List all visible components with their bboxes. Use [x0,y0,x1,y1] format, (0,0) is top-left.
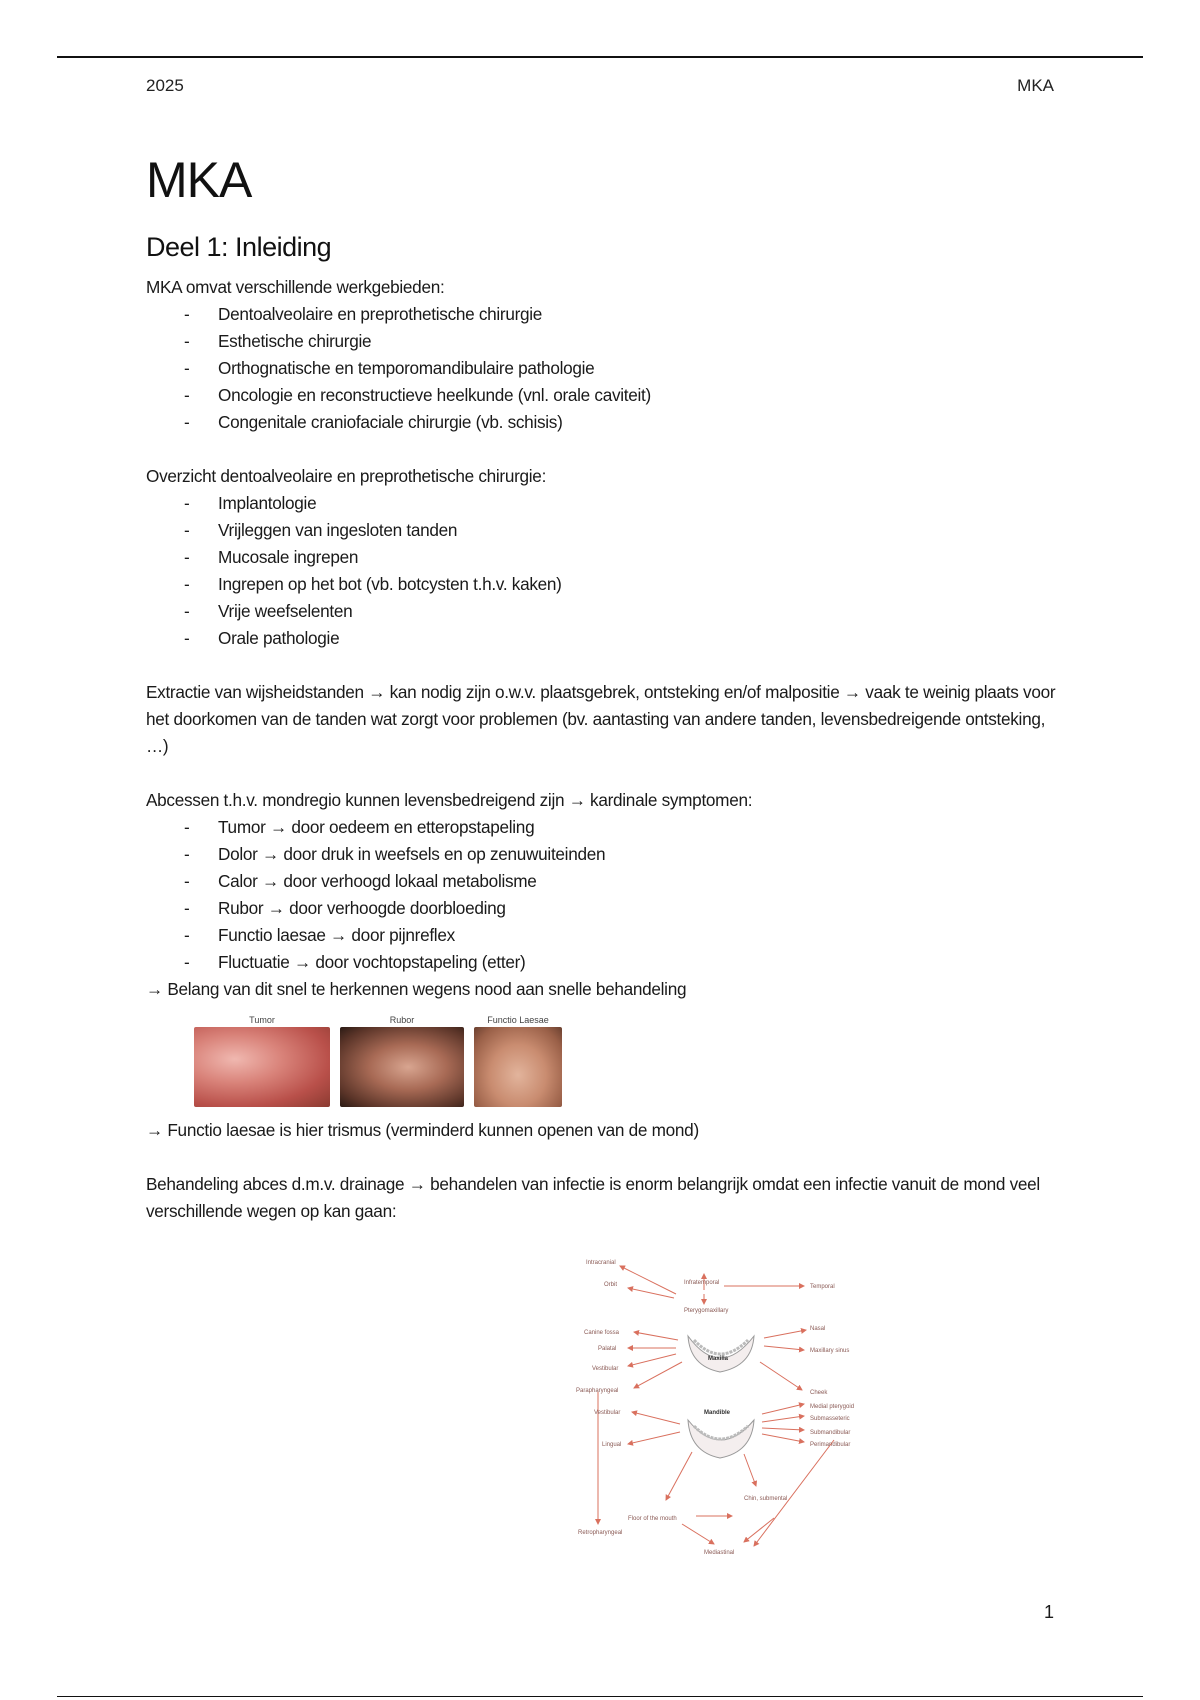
paragraph-trismus: → Functio laesae is hier trismus (verminderd kunnen openen van de mond) [146,1120,699,1140]
list-item: - Implantologie [146,490,1056,517]
diagram-label: Canine fossa [584,1330,620,1336]
rubor-image [340,1027,464,1107]
diagram-label: Parapharyngeal [576,1388,619,1394]
photo-caption: Functio Laesae [487,1015,549,1025]
list-item: - Tumor → door oedeem en etteropstapeling [146,814,1056,841]
photo-functio [474,1013,562,1107]
infection-spread-diagram [576,1254,914,1556]
diagram-label: Mediastinal [704,1550,735,1556]
list-item: - Calor → door verhoogd lokaal metabolisme [146,868,1056,895]
list-item: - Dentoalveolaire en preprothetische chirurgie [146,301,1056,328]
list-item: - Esthetische chirurgie [146,328,1056,355]
list-item: - Mucosale ingrepen [146,544,1056,571]
diagram-label: Vestibular [594,1410,621,1416]
diagram-label: Cheek [810,1390,828,1396]
paragraph-behandeling: Behandeling abces d.m.v. drainage → behandelen van infectie is enorm belangrijk omdat een infectie vanuit de mond veel verschillende wegen op kan gaan: [146,1174,1040,1221]
diagram-label: Submasseteric [810,1416,850,1422]
functio-laesae-image [474,1027,562,1107]
note-belang: → Belang van dit snel te herkennen wegens nood aan snelle behandeling [146,979,687,999]
list-item: - Oncologie en reconstructieve heelkunde (vnl. orale caviteit) [146,382,1056,409]
page-title: MKA [146,152,252,208]
photo-tumor [194,1013,330,1107]
diagram-label: Maxillary sinus [810,1348,850,1354]
diagram-label: Temporal [810,1284,835,1290]
diagram-label: Lingual [602,1442,622,1448]
diagram-label: Medial pterygoid [810,1404,855,1410]
diagram-label: Infratemporal [684,1280,720,1286]
diagram-label: Maxilla [708,1356,729,1362]
symptomen-list [146,814,1056,976]
list-item: - Dolor → door druk in weefsels en op zenuwuiteinden [146,841,1056,868]
overzicht-list [146,490,1056,652]
page-number: 1 [1043,1602,1054,1622]
list-item: - Fluctuatie → door vochtopstapeling (etter) [146,949,1056,976]
list-item: - Vrije weefselenten [146,598,1056,625]
diagram-label: Pterygomaxillary [684,1308,729,1314]
diagram-label: Chin, submental [744,1496,788,1502]
list-item: - Orthognatische en temporomandibulaire pathologie [146,355,1056,382]
tumor-image [194,1027,330,1107]
list-item: - Congenitale craniofaciale chirurgie (vb. schisis) [146,409,1056,436]
footer-rule [57,1696,1143,1697]
diagram-label: Intracranial [586,1260,616,1266]
diagram-label: Palatal [598,1346,617,1352]
paragraph-extractie: Extractie van wijsheidstanden → kan nodig zijn o.w.v. plaatsgebrek, ontsteking en/of malpositie → vaak te weinig plaats voor het doorkomen van de tanden wat zorgt voor problemen (bv. aantasting van andere tanden, levensbedreigende ontsteking, …) [146,682,1056,756]
diagram-label: Mandible [704,1410,731,1416]
diagram-label: Vestibular [592,1366,619,1372]
list-item: - Rubor → door verhoogde doorbloeding [146,895,1056,922]
diagram-label: Perimandibular [810,1442,851,1448]
section-heading: Deel 1: Inleiding [146,232,332,262]
intro-overzicht: Overzicht dentoalveolaire en preprothetische chirurgie: [146,466,547,486]
intro-abcessen: Abcessen t.h.v. mondregio kunnen levensbedreigend zijn → kardinale symptomen: [146,790,753,810]
header-year: 2025 [146,76,184,95]
list-item: - Vrijleggen van ingesloten tanden [146,517,1056,544]
header-title: MKA [1017,76,1054,95]
diagram-label: Floor of the mouth [628,1516,677,1522]
diagram-label: Submandibular [810,1430,851,1436]
symptom-photos [194,1013,1056,1107]
photo-rubor [340,1013,464,1107]
list-item: - Ingrepen op het bot (vb. botcysten t.h.v. kaken) [146,571,1056,598]
photo-caption: Rubor [389,1015,415,1025]
page-content [146,148,1056,1225]
intro-werkgebieden: MKA omvat verschillende werkgebieden: [146,277,445,297]
diagram-label: Retropharyngeal [578,1530,623,1536]
diagram-label: Nasal [810,1326,826,1332]
list-item: - Functio laesae → door pijnreflex [146,922,1056,949]
photo-caption: Tumor [249,1015,275,1025]
diagram-label: Orbit [604,1282,618,1288]
werkgebieden-list [146,301,1056,436]
list-item: - Orale pathologie [146,625,1056,652]
header-rule [57,56,1143,58]
maxilla-shape [688,1336,754,1372]
mandible-shape [688,1420,754,1458]
